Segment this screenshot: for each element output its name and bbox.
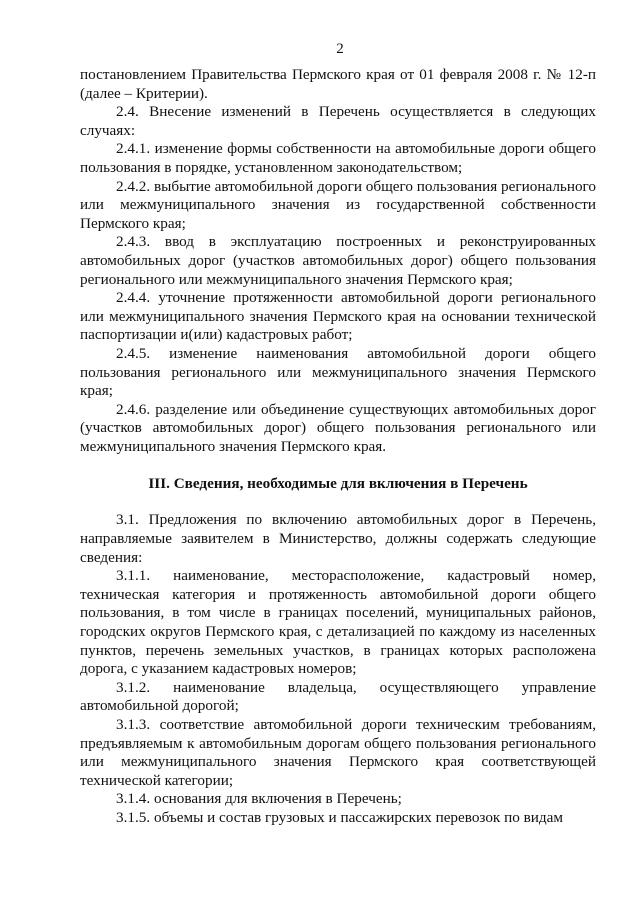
paragraph: 2.4.6. разделение или объединение существующих автомобильных дорог (участков автомобильных дорог) общего пользования регионального или межмуниципального значения Пермского края. [80, 400, 596, 455]
paragraph: 2.4.4. уточнение протяженности автомобильной дороги регионального или межмуниципального значения Пермского края на основании технической паспортизации и(или) кадастровых работ; [80, 289, 596, 344]
paragraph: 2.4.5. изменение наименования автомобильной дороги общего пользования регионального или межмуниципального значения Пермского края; [80, 344, 596, 400]
section-heading: III. Сведения, необходимые для включения в Перечень [148, 475, 528, 493]
paragraph: 3.1.2. наименование владельца, осуществляющего управление автомобильной дорогой; [80, 678, 596, 715]
paragraph: 2.4.1. изменение формы собственности на автомобильные дороги общего пользования в порядке, установленном законодательством; [80, 140, 596, 176]
document-body-bottom [80, 511, 596, 827]
paragraph: 2.4.3. ввод в эксплуатацию построенных и реконструированных автомобильных дорог (участков автомобильных дорог) общего пользования регионального или межмуниципального значения Пермского края; [80, 233, 596, 288]
paragraph: 3.1.4. основания для включения в Перечень; [116, 790, 402, 808]
paragraph: 2.4.2. выбытие автомобильной дороги общего пользования регионального или межмуниципального значения из государственной собственности Пермского края; [80, 177, 596, 232]
paragraph: 3.1.1. наименование, месторасположение, кадастровый номер, техническая категория и протяженность автомобильной дороги общего пользования, в том числе в границах поселений, муниципальных районов, городских округов Пермского края, с детализацией по каждому из населенных пунктов, перечень земельных участков, в границах которых расположена дорога, с указанием кадастровых номеров; [80, 567, 596, 678]
paragraph: 2.4. Внесение изменений в Перечень осуществляется в следующих случаях: [80, 103, 596, 139]
paragraph: 3.1.3. соответствие автомобильной дороги техническим требованиям, предъявляемым к автомобильным дорогам общего пользования регионального или межмуниципального значения Пермского края соответствующей технической категории; [80, 716, 596, 789]
document-body-top [80, 66, 596, 456]
paragraph: 3.1. Предложения по включению автомобильных дорог в Перечень, направляемые заявителем в Министерство, должны содержать следующие сведения: [80, 511, 596, 566]
page-number: 2 [336, 41, 344, 57]
paragraph: 3.1.5. объемы и состав грузовых и пассажирских перевозок по видам [116, 808, 564, 826]
paragraph: постановлением Правительства Пермского края от 01 февраля 2008 г. № 12-п (далее – Критерии). [80, 66, 596, 102]
